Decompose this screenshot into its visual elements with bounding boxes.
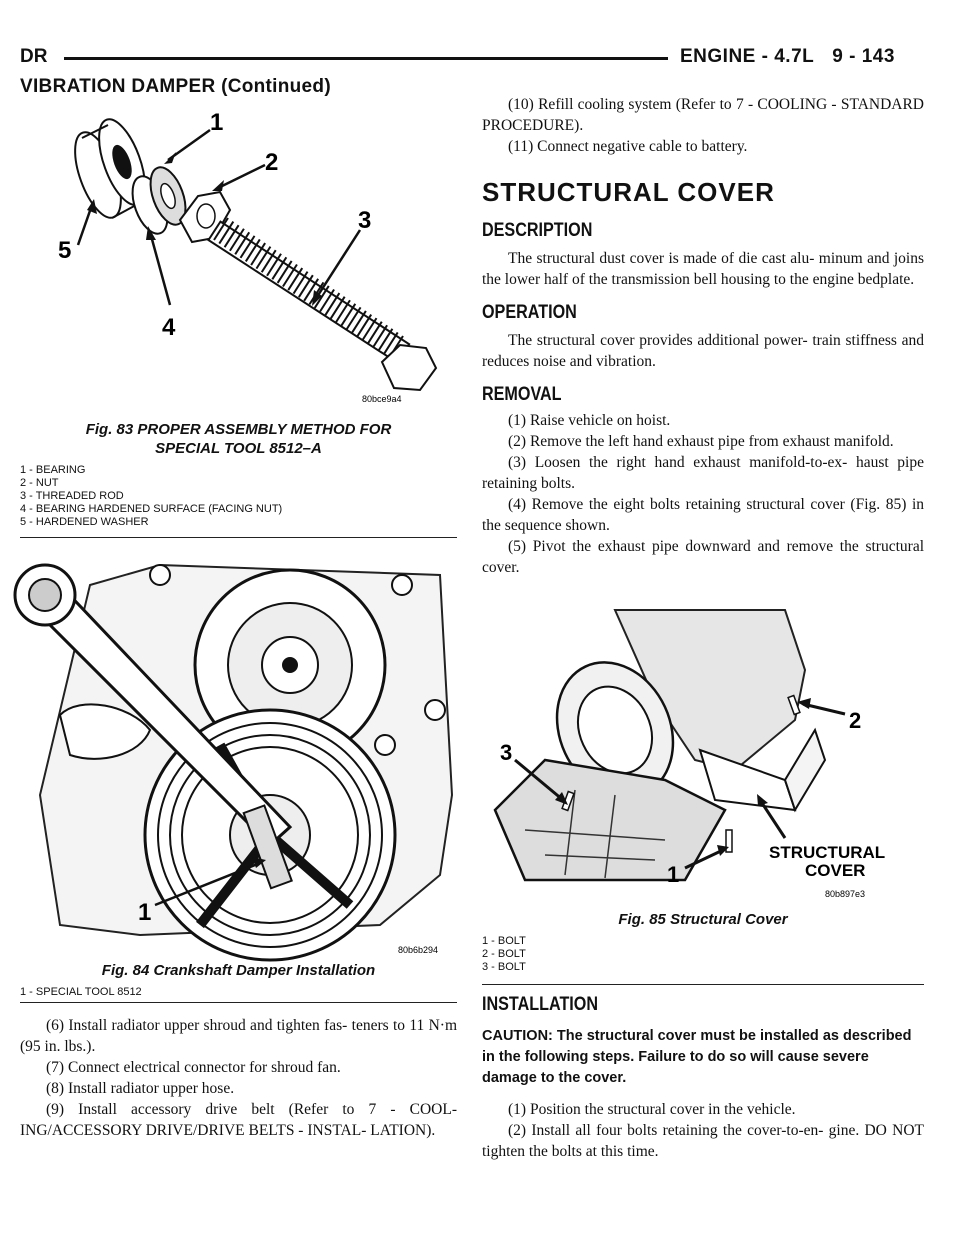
fig84-caption-block xyxy=(20,961,457,999)
fig84-bottom-rule xyxy=(20,1002,457,1003)
fig84-code: 80b6b294 xyxy=(398,945,439,955)
fig83-legend-item: 3 - THREADED ROD xyxy=(20,490,124,502)
installation-step: (2) Install all four bolts retaining the cover-to-en- gine. DO NOT tighten the bolts at this time. xyxy=(482,1122,924,1160)
fig83-caption-block xyxy=(20,420,457,529)
fig85-legend-item: 2 - BOLT xyxy=(482,948,526,960)
fig83-caption xyxy=(20,420,457,458)
fig85-callout-1: 1 xyxy=(667,862,680,887)
fig83-callout-5: 5 xyxy=(58,237,72,264)
fig85-label-line2: COVER xyxy=(805,861,866,880)
structural-cover-drawing xyxy=(485,610,886,910)
operation-heading: OPERATION xyxy=(482,302,577,323)
fig85-code: 80b897e3 xyxy=(825,889,866,899)
step-11: (11) Connect negative cable to battery. xyxy=(508,138,748,155)
fig83-code: 80bce9a4 xyxy=(362,394,402,404)
fig85-caption-block xyxy=(482,910,924,974)
fig84-legend-item: 1 - SPECIAL TOOL 8512 xyxy=(20,986,142,998)
step-7: (7) Connect electrical connector for shroud fan. xyxy=(46,1059,341,1076)
step-9: (9) Install accessory drive belt (Refer to 7 - COOL- ING/ACCESSORY DRIVE/DRIVE BELTS - INSTAL- LATION). xyxy=(20,1101,457,1139)
step-8: (8) Install radiator upper hose. xyxy=(46,1080,235,1097)
description-heading: DESCRIPTION xyxy=(482,220,593,241)
installation-section xyxy=(482,994,924,1162)
fig85-legend-item: 3 - BOLT xyxy=(482,961,526,973)
fig83-legend-item: 1 - BEARING xyxy=(20,464,86,476)
removal-step: (2) Remove the left hand exhaust pipe from exhaust manifold. xyxy=(508,433,894,450)
fig83-callout-1: 1 xyxy=(210,109,224,136)
fig85-callout-2: 2 xyxy=(849,708,862,733)
header-title-block xyxy=(680,46,895,68)
fig85-caption: Fig. 85 Structural Cover xyxy=(618,911,788,928)
fig83-bottom-rule xyxy=(20,537,457,538)
fig83-callout-4: 4 xyxy=(162,314,176,341)
right-column-top xyxy=(482,94,924,578)
fig83-legend xyxy=(20,464,457,529)
step-6: (6) Install radiator upper shroud and tighten fas- teners to 11 N·m (95 in. lbs.). xyxy=(20,1017,457,1055)
fig85-bottom-rule xyxy=(482,984,924,985)
left-column-steps xyxy=(20,1015,457,1141)
step-10: (10) Refill cooling system (Refer to 7 - COOLING - STANDARD PROCEDURE). xyxy=(482,96,924,134)
installation-steps xyxy=(482,1099,924,1162)
removal-step: (1) Raise vehicle on hoist. xyxy=(508,412,671,429)
fig84-caption: Fig. 84 Crankshaft Damper Installation xyxy=(101,962,376,979)
fig85-legend-item: 1 - BOLT xyxy=(482,935,526,947)
removal-step: (5) Pivot the exhaust pipe downward and remove the structural cover. xyxy=(482,538,924,576)
fig84-callout-1: 1 xyxy=(138,899,152,926)
fig83-illustration xyxy=(60,100,450,405)
fig83-caption-line1: Fig. 83 PROPER ASSEMBLY METHOD FOR xyxy=(85,421,392,438)
fig85-legend xyxy=(482,935,924,974)
structural-cover-title: STRUCTURAL COVER xyxy=(482,177,775,207)
header-rule xyxy=(64,57,668,60)
fig83-caption-line2: SPECIAL TOOL 8512–A xyxy=(155,440,322,457)
fig85-callout-3: 3 xyxy=(500,740,513,765)
removal-step: (4) Remove the eight bolts retaining structural cover (Fig. 85) in the sequence shown. xyxy=(482,496,924,534)
crankshaft-damper-drawing xyxy=(20,545,457,960)
fig83-callout-3: 3 xyxy=(358,207,372,234)
removal-steps xyxy=(482,410,924,578)
continued-section-heading: VIBRATION DAMPER (Continued) xyxy=(20,76,331,97)
fig83-legend-item: 5 - HARDENED WASHER xyxy=(20,516,149,528)
header-page-number: 9 - 143 xyxy=(832,46,895,67)
fig85-label-line1: STRUCTURAL xyxy=(769,843,886,862)
installation-step: (1) Position the structural cover in the vehicle. xyxy=(508,1101,796,1118)
fig84-legend xyxy=(20,986,457,999)
fig83-legend-item: 2 - NUT xyxy=(20,477,59,489)
fig84-illustration xyxy=(20,545,457,960)
header-section-code: DR xyxy=(20,46,48,67)
description-text: The structural dust cover is made of die cast alu- minum and joins the lower half of the transmission bell housing to the engine bedplate. xyxy=(482,250,924,288)
fig83-legend-item: 4 - BEARING HARDENED SURFACE (FACING NUT) xyxy=(20,503,283,515)
installation-heading: INSTALLATION xyxy=(482,994,599,1015)
caution-note: CAUTION: The structural cover must be installed as described in the following steps. Failure to do so will cause severe damage to the cover. xyxy=(482,1028,912,1086)
tool-8512a-drawing xyxy=(60,100,450,405)
removal-heading: REMOVAL xyxy=(482,384,562,405)
operation-text: The structural cover provides additional power- train stiffness and reduces noise and vibration. xyxy=(482,332,924,370)
fig85-illustration xyxy=(485,610,886,910)
header-title: ENGINE - 4.7L xyxy=(680,46,815,67)
removal-step: (3) Loosen the right hand exhaust manifold-to-ex- haust pipe retaining bolts. xyxy=(482,454,924,492)
fig83-callout-2: 2 xyxy=(265,149,279,176)
